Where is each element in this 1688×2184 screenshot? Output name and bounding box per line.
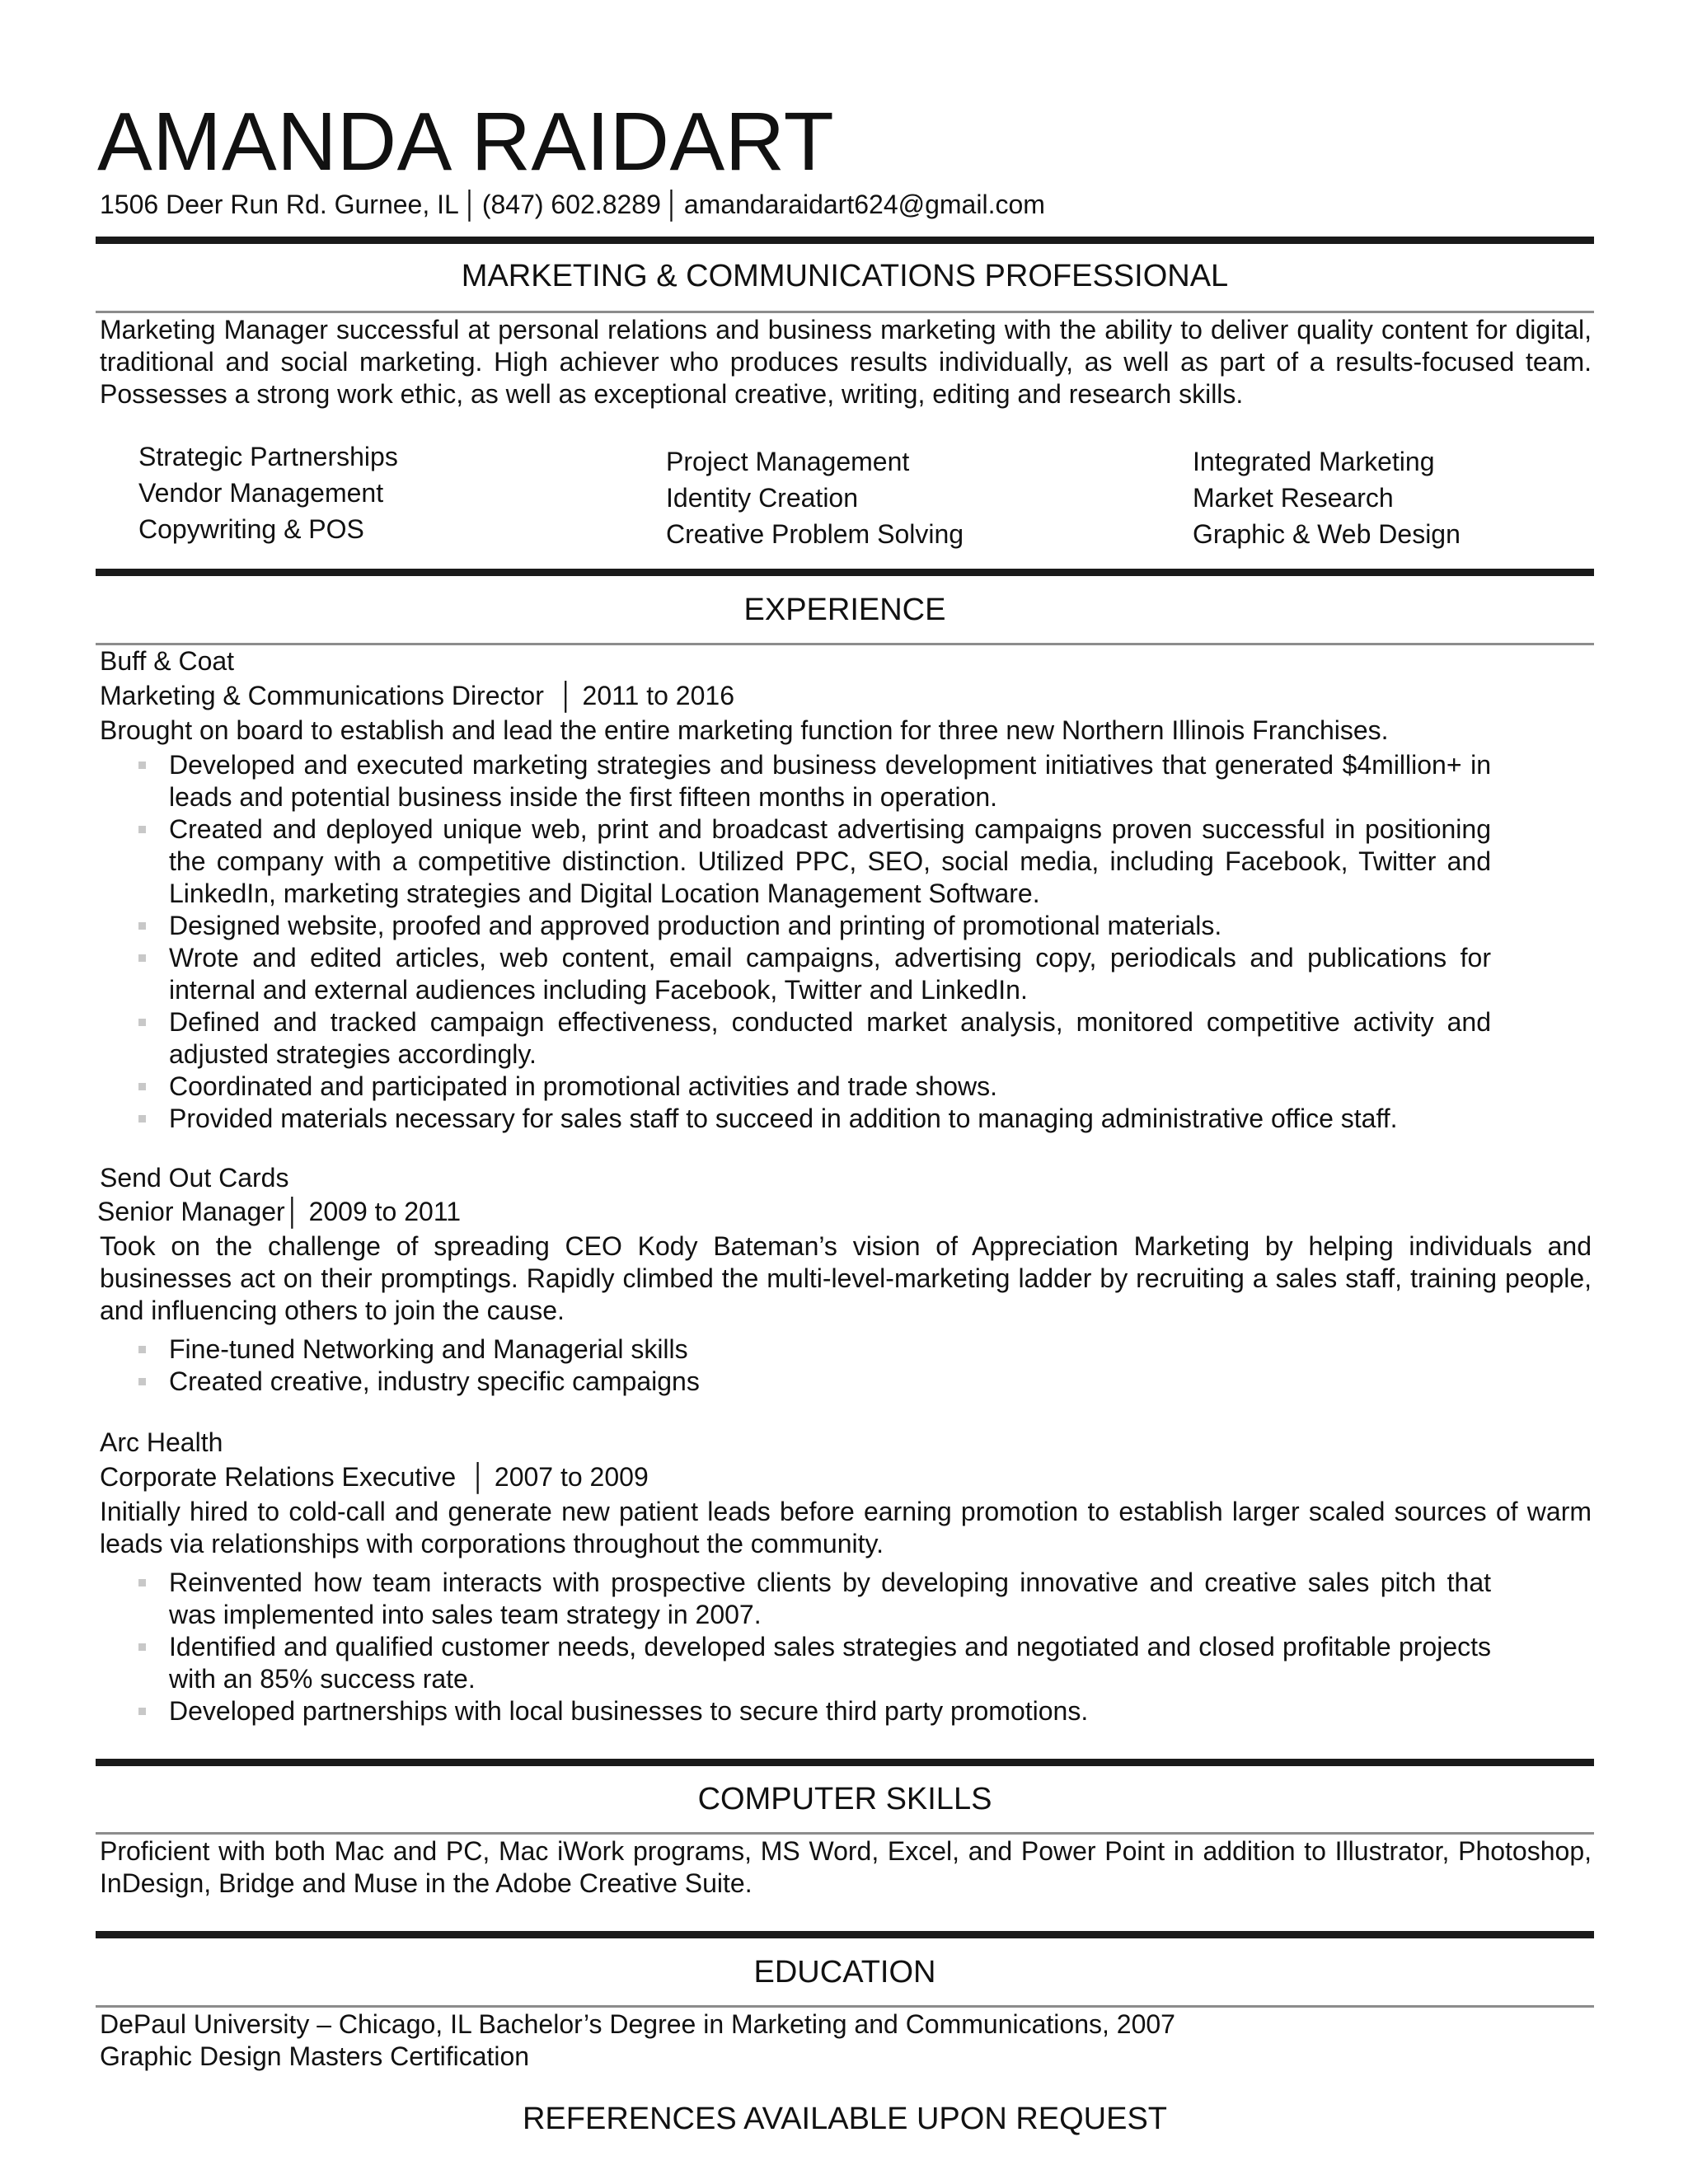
list-item (0, 1006, 1491, 1071)
section-divider-thin (96, 643, 1594, 645)
skills-column-2 (666, 443, 964, 552)
list-item (0, 1567, 1491, 1631)
skill-item: Identity Creation (666, 483, 859, 513)
contact-separator: │ (462, 190, 479, 219)
bullet-marker (138, 922, 146, 930)
skills-column-3 (1193, 443, 1461, 552)
bullet-text: Designed website, proofed and approved production and printing of promotional materials. (169, 911, 1222, 940)
section-divider-thick (96, 1759, 1594, 1766)
job-role-dates: Corporate Relations Executive │ 2007 to 2009 (100, 1462, 649, 1492)
skill-item: Strategic Partnerships (138, 442, 398, 471)
bullet-marker (138, 1579, 146, 1586)
job-description: Took on the challenge of spreading CEO Kody Bateman’s vision of Appreciation Marketing by helping individuals and businesses act on their promptings. Rapidly climbed the multi-level-marketing ladder by recruiting a sales staff, training people, and influencing others to join the cause. (100, 1231, 1592, 1325)
skill-item: Graphic & Web Design (1193, 519, 1461, 549)
job-bullets (0, 749, 1491, 1135)
bullet-text: Wrote and edited articles, web content, email campaigns, advertising copy, periodicals and publications for internal and external audiences including Facebook, Twitter and LinkedIn. (169, 943, 1491, 1005)
experience-title: EXPERIENCE (743, 593, 946, 627)
skill-item: Creative Problem Solving (666, 519, 964, 549)
section-divider-thin (96, 311, 1594, 313)
bullet-marker (138, 1019, 146, 1026)
bullet-marker (138, 1643, 146, 1651)
education-line: Graphic Design Masters Certification (100, 2041, 530, 2071)
section-divider-thick (96, 1931, 1594, 1938)
job-bullets (0, 1567, 1491, 1727)
bullet-text: Developed partnerships with local businesses to secure third party promotions. (169, 1696, 1089, 1726)
job-bullets (0, 1333, 1491, 1398)
company-name: Send Out Cards (100, 1163, 289, 1193)
bullet-text: Provided materials necessary for sales staff to succeed in addition to managing administrative office staff. (169, 1104, 1398, 1133)
computer-skills-text: Proficient with both Mac and PC, Mac iWork programs, MS Word, Excel, and Power Point in addition to Illustrator, Photoshop, InDesign, Bridge and Muse in the Adobe Creative Suite. (100, 1836, 1592, 1898)
list-item (0, 1103, 1491, 1135)
job-role-dates: Marketing & Communications Director │ 2011 to 2016 (100, 681, 734, 710)
candidate-name: AMANDA RAIDART (97, 96, 835, 188)
summary-text: Marketing Manager successful at personal relations and business marketing with the ability to deliver quality content for digital, traditional and social marketing. High achiever who produces results individually, as well as part of a results-focused team. Possesses a strong work ethic, as well as exceptional creative, writing, editing and research skills. (100, 315, 1592, 409)
job-description: Initially hired to cold-call and generate new patient leads before earning promotion to establish larger scaled sources of warm leads via relationships with corporations throughout the community. (100, 1497, 1592, 1558)
bullet-text: Created creative, industry specific campaigns (169, 1366, 700, 1396)
email: amandaraidart624@gmail.com (683, 190, 1045, 219)
skill-item: Project Management (666, 447, 910, 476)
bullet-marker (138, 1083, 146, 1090)
job-role-dates: Senior Manager│ 2009 to 2011 (97, 1197, 462, 1226)
bullet-marker (138, 1346, 146, 1353)
list-item (0, 910, 1491, 942)
list-item (0, 813, 1491, 910)
bullet-marker (138, 762, 146, 769)
bullet-text: Defined and tracked campaign effectiveness, conducted market analysis, monitored competitive activity and adjusted strategies accordingly. (169, 1007, 1491, 1069)
list-item (0, 1071, 1491, 1103)
bullet-marker (138, 1115, 146, 1122)
bullet-text: Created and deployed unique web, print and broadcast advertising campaigns proven successful in positioning the company with a competitive distinction. Utilized PPC, SEO, social media, including Facebook, Twitter and LinkedIn, marketing strategies and Digital Location Management Software. (169, 814, 1491, 908)
list-item (0, 1631, 1491, 1695)
contact-line (100, 188, 1045, 221)
section-divider-thick (96, 237, 1594, 244)
job-description: Brought on board to establish and lead the entire marketing function for three new Northern Illinois Franchises. (100, 715, 1389, 745)
list-item (0, 1695, 1491, 1727)
skill-item: Integrated Marketing (1193, 447, 1435, 476)
skills-column-1 (138, 438, 398, 547)
address: 1506 Deer Run Rd. Gurnee, IL (100, 190, 459, 219)
list-item (0, 1333, 1491, 1366)
skill-item: Copywriting & POS (138, 514, 364, 544)
bullet-marker (138, 826, 146, 833)
bullet-text: Reinvented how team interacts with prospective clients by developing innovative and creative sales pitch that was implemented into sales team strategy in 2007. (169, 1568, 1491, 1629)
skill-item: Vendor Management (138, 478, 384, 508)
section-divider-thin (96, 1832, 1594, 1835)
summary-title: MARKETING & COMMUNICATIONS PROFESSIONAL (461, 259, 1229, 293)
bullet-text: Fine-tuned Networking and Managerial skills (169, 1334, 688, 1364)
skill-item: Market Research (1193, 483, 1394, 513)
bullet-text: Developed and executed marketing strategies and business development initiatives that generated $4million+ in leads and potential business inside the first fifteen months in operation. (169, 750, 1491, 812)
company-name: Buff & Coat (100, 646, 235, 676)
list-item (0, 749, 1491, 813)
computer-skills-title: COMPUTER SKILLS (697, 1782, 992, 1816)
education-line: DePaul University – Chicago, IL Bachelor’s Degree in Marketing and Communications, 2007 (100, 2009, 1175, 2039)
list-item (0, 1366, 1491, 1398)
section-divider-thin (96, 2005, 1594, 2008)
list-item (0, 942, 1491, 1006)
bullet-marker (138, 1378, 146, 1385)
phone: (847) 602.8289 (481, 190, 661, 219)
bullet-marker (138, 1708, 146, 1715)
bullet-text: Coordinated and participated in promotional activities and trade shows. (169, 1071, 998, 1101)
section-divider-thick (96, 569, 1594, 576)
references-note: REFERENCES AVAILABLE UPON REQUEST (522, 2102, 1168, 2136)
bullet-text: Identified and qualified customer needs, developed sales strategies and negotiated and closed profitable projects with an 85% success rate. (169, 1632, 1491, 1694)
bullet-marker (138, 954, 146, 962)
contact-separator: │ (663, 190, 681, 219)
company-name: Arc Health (100, 1427, 223, 1457)
education-title: EDUCATION (753, 1955, 936, 1990)
